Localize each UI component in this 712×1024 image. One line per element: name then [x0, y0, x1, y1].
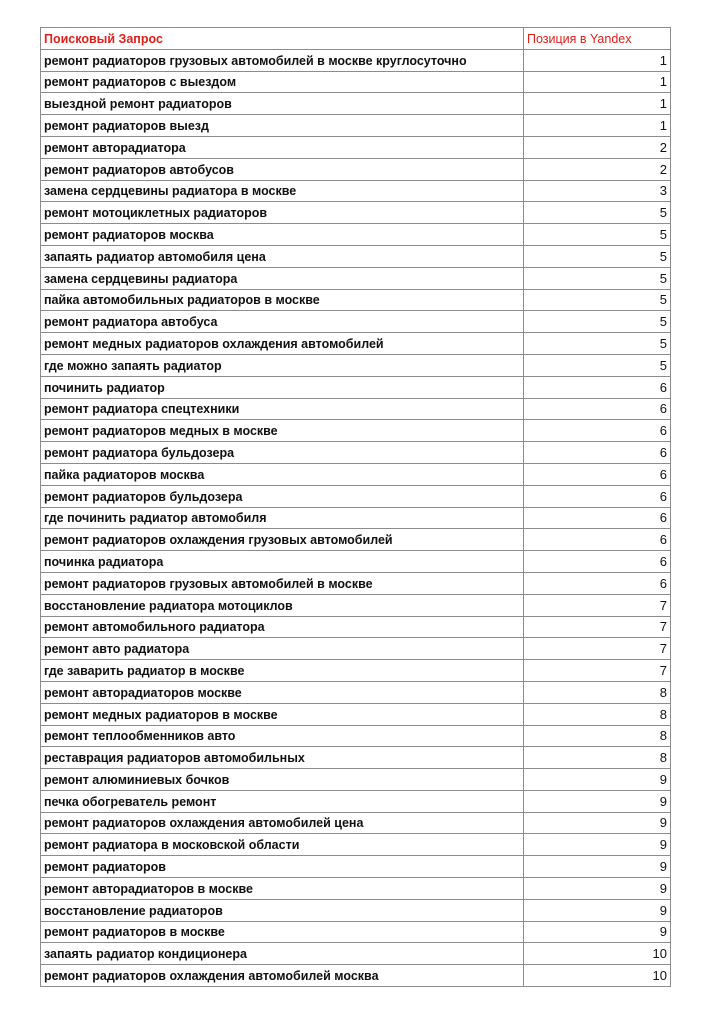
table-row	[41, 311, 671, 333]
table-row	[41, 594, 671, 616]
query-cell: где заварить радиатор в москве	[41, 660, 524, 682]
table-row	[41, 376, 671, 398]
position-cell: 6	[524, 529, 671, 551]
query-cell: ремонт радиаторов грузовых автомобилей в москве	[41, 572, 524, 594]
query-cell: ремонт радиаторов автобусов	[41, 158, 524, 180]
query-cell: ремонт радиаторов охлаждения автомобилей цена	[41, 812, 524, 834]
query-cell: ремонт теплообменников авто	[41, 725, 524, 747]
query-cell: ремонт радиатора в московской области	[41, 834, 524, 856]
table-row	[41, 551, 671, 573]
position-cell: 9	[524, 790, 671, 812]
position-cell: 9	[524, 899, 671, 921]
table-row	[41, 420, 671, 442]
position-cell: 8	[524, 703, 671, 725]
position-cell: 6	[524, 420, 671, 442]
header-row	[41, 28, 671, 50]
table-row	[41, 856, 671, 878]
table-row	[41, 943, 671, 965]
position-cell: 9	[524, 769, 671, 791]
table-row	[41, 572, 671, 594]
position-cell: 5	[524, 245, 671, 267]
table-row	[41, 638, 671, 660]
position-cell: 7	[524, 660, 671, 682]
query-cell: запаять радиатор автомобиля цена	[41, 245, 524, 267]
table-row	[41, 202, 671, 224]
query-cell: ремонт радиатора бульдозера	[41, 442, 524, 464]
query-cell: замена сердцевины радиатора в москве	[41, 180, 524, 202]
table-row	[41, 834, 671, 856]
table-row	[41, 158, 671, 180]
table-row	[41, 245, 671, 267]
query-cell: ремонт медных радиаторов охлаждения автомобилей	[41, 333, 524, 355]
table-row	[41, 529, 671, 551]
query-cell: ремонт радиаторов выезд	[41, 115, 524, 137]
table-row	[41, 289, 671, 311]
query-cell: ремонт радиаторов охлаждения грузовых автомобилей	[41, 529, 524, 551]
position-cell: 5	[524, 333, 671, 355]
position-cell: 1	[524, 71, 671, 93]
position-cell: 1	[524, 93, 671, 115]
position-cell: 5	[524, 267, 671, 289]
position-cell: 3	[524, 180, 671, 202]
position-cell: 6	[524, 463, 671, 485]
query-cell: ремонт радиаторов с выездом	[41, 71, 524, 93]
position-cell: 6	[524, 485, 671, 507]
query-cell: ремонт радиаторов в москве	[41, 921, 524, 943]
query-cell: пайка радиаторов москва	[41, 463, 524, 485]
query-cell: реставрация радиаторов автомобильных	[41, 747, 524, 769]
query-cell: пайка автомобильных радиаторов в москве	[41, 289, 524, 311]
query-cell: где починить радиатор автомобиля	[41, 507, 524, 529]
position-cell: 5	[524, 289, 671, 311]
position-cell: 7	[524, 594, 671, 616]
query-cell: ремонт радиаторов охлаждения автомобилей москва	[41, 965, 524, 987]
query-cell: запаять радиатор кондиционера	[41, 943, 524, 965]
query-cell: ремонт радиатора автобуса	[41, 311, 524, 333]
position-cell: 9	[524, 812, 671, 834]
position-cell: 6	[524, 376, 671, 398]
query-cell: ремонт медных радиаторов в москве	[41, 703, 524, 725]
position-cell: 7	[524, 638, 671, 660]
table-row	[41, 224, 671, 246]
query-cell: замена сердцевины радиатора	[41, 267, 524, 289]
position-cell: 9	[524, 856, 671, 878]
table-row	[41, 899, 671, 921]
table-row	[41, 681, 671, 703]
position-cell: 1	[524, 49, 671, 71]
table-row	[41, 660, 671, 682]
table-row	[41, 333, 671, 355]
table-row	[41, 485, 671, 507]
position-cell: 6	[524, 398, 671, 420]
position-cell: 5	[524, 311, 671, 333]
query-cell: ремонт авторадиаторов москве	[41, 681, 524, 703]
table-row	[41, 115, 671, 137]
query-cell: восстановление радиаторов	[41, 899, 524, 921]
query-cell: ремонт автомобильного радиатора	[41, 616, 524, 638]
position-cell: 6	[524, 442, 671, 464]
table-row	[41, 507, 671, 529]
position-cell: 10	[524, 943, 671, 965]
table-row	[41, 747, 671, 769]
query-column-header: Поисковый Запрос	[41, 28, 524, 50]
table-row	[41, 354, 671, 376]
position-cell: 9	[524, 921, 671, 943]
table-row	[41, 442, 671, 464]
position-cell: 8	[524, 747, 671, 769]
query-cell: ремонт радиатора спецтехники	[41, 398, 524, 420]
query-cell: выездной ремонт радиаторов	[41, 93, 524, 115]
table-row	[41, 398, 671, 420]
position-cell: 1	[524, 115, 671, 137]
table-row	[41, 790, 671, 812]
keyword-positions-table	[40, 27, 671, 987]
query-cell: ремонт авто радиатора	[41, 638, 524, 660]
query-cell: ремонт радиаторов медных в москве	[41, 420, 524, 442]
position-cell: 8	[524, 725, 671, 747]
position-cell: 8	[524, 681, 671, 703]
query-cell: ремонт радиаторов	[41, 856, 524, 878]
query-cell: ремонт алюминиевых бочков	[41, 769, 524, 791]
query-cell: где можно запаять радиатор	[41, 354, 524, 376]
table-row	[41, 49, 671, 71]
position-cell: 6	[524, 572, 671, 594]
query-cell: починка радиатора	[41, 551, 524, 573]
position-cell: 10	[524, 965, 671, 987]
table-row	[41, 180, 671, 202]
query-cell: починить радиатор	[41, 376, 524, 398]
position-cell: 6	[524, 551, 671, 573]
query-cell: ремонт мотоциклетных радиаторов	[41, 202, 524, 224]
position-cell: 7	[524, 616, 671, 638]
table-row	[41, 71, 671, 93]
query-cell: ремонт авторадиаторов в москве	[41, 878, 524, 900]
table-row	[41, 93, 671, 115]
table-row	[41, 769, 671, 791]
table-row	[41, 136, 671, 158]
table-body	[41, 49, 671, 986]
query-cell: ремонт авторадиатора	[41, 136, 524, 158]
position-cell: 5	[524, 354, 671, 376]
table-row	[41, 616, 671, 638]
query-cell: восстановление радиатора мотоциклов	[41, 594, 524, 616]
table-row	[41, 812, 671, 834]
table-row	[41, 703, 671, 725]
query-cell: печка обогреватель ремонт	[41, 790, 524, 812]
query-cell: ремонт радиаторов грузовых автомобилей в москве круглосуточно	[41, 49, 524, 71]
table-row	[41, 463, 671, 485]
position-column-header: Позиция в Yandex	[524, 28, 671, 50]
position-cell: 9	[524, 834, 671, 856]
position-cell: 5	[524, 224, 671, 246]
query-cell: ремонт радиаторов бульдозера	[41, 485, 524, 507]
table-row	[41, 878, 671, 900]
position-cell: 6	[524, 507, 671, 529]
position-cell: 2	[524, 136, 671, 158]
query-cell: ремонт радиаторов москва	[41, 224, 524, 246]
position-cell: 9	[524, 878, 671, 900]
table-row	[41, 267, 671, 289]
position-cell: 5	[524, 202, 671, 224]
table-row	[41, 965, 671, 987]
table-row	[41, 725, 671, 747]
table-row	[41, 921, 671, 943]
position-cell: 2	[524, 158, 671, 180]
